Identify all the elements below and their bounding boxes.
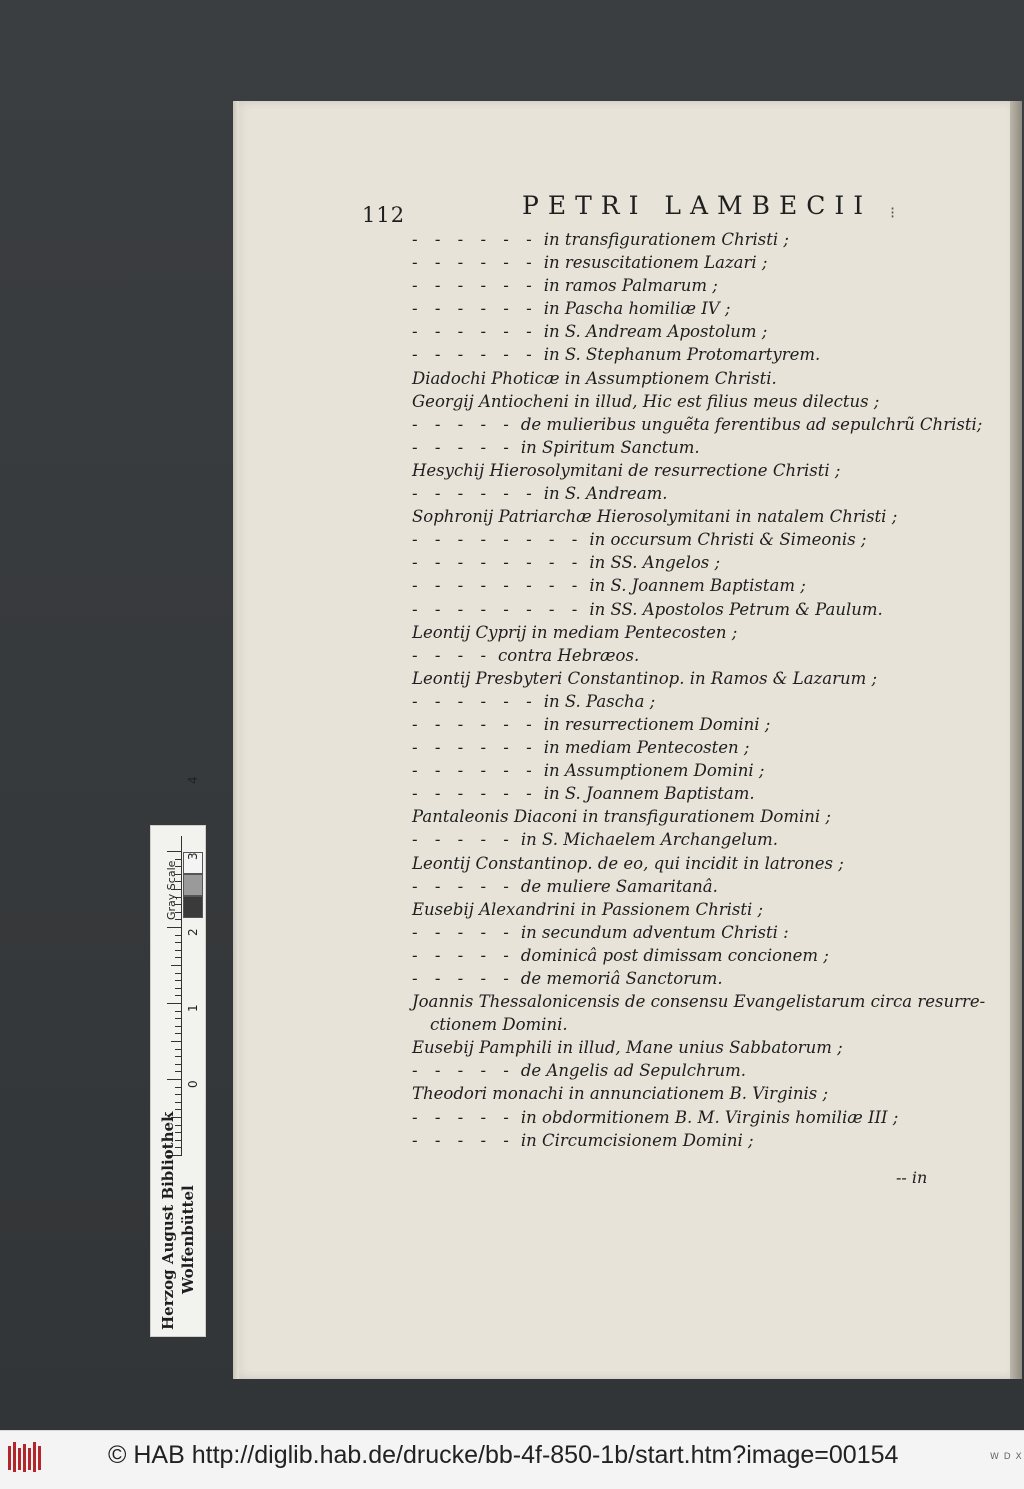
printer-mark: ⁝ [890, 203, 896, 222]
text-line [412, 297, 972, 320]
line-text: in transfigurationem Christi ; [543, 230, 789, 249]
text-line [412, 875, 972, 898]
ditto-dashes: - - - - - [412, 876, 515, 896]
text-line [412, 482, 972, 505]
text-line [412, 574, 972, 597]
text-line [412, 667, 972, 690]
ditto-dashes: - - - - - [412, 414, 515, 434]
line-text: ctionem Domini. [430, 1015, 568, 1035]
line-text: Eusebij Alexandrini in Passionem Christi ; [412, 899, 764, 919]
line-text: in mediam Pentecosten ; [543, 738, 750, 758]
ruler-tick [167, 1079, 181, 1080]
ditto-dashes: - - - - - - - - [412, 576, 584, 596]
ruler-tick [175, 1056, 181, 1057]
text-line [412, 852, 972, 875]
library-label-line2: Wolfenbüttel [179, 1185, 197, 1294]
text-line [412, 505, 972, 528]
ruler-tick [175, 1026, 181, 1027]
index-text-block [412, 228, 986, 1152]
text-line [412, 436, 972, 459]
ditto-dashes: - - - - [412, 645, 493, 665]
line-text: de mulieribus unguẽta ferentibus ad sepulchrũ Christi; [520, 414, 983, 434]
ditto-dashes: - - - - - - [412, 299, 538, 319]
footer-mark: W D X [990, 1452, 1023, 1462]
ruler-tick [175, 935, 181, 936]
ruler-tick [175, 1102, 181, 1103]
text-line [412, 736, 972, 759]
line-text: in SS. Angelos ; [589, 553, 721, 573]
text-line [412, 898, 972, 921]
ditto-dashes: - - - - - - [412, 738, 538, 758]
line-text: in resuscitationem Lazari ; [543, 253, 768, 273]
ruler-tick [167, 851, 181, 852]
ditto-dashes: - - - - - - [412, 345, 538, 365]
line-text: in obdormitionem B. M. Virginis homiliæ III ; [520, 1107, 899, 1127]
line-text: Georgij Antiocheni in illud, Hic est filius meus dilectus ; [412, 391, 880, 411]
text-line [412, 921, 972, 944]
line-text: Hesychij Hierosolymitani de resurrectione Christi ; [412, 460, 841, 480]
text-line [412, 1106, 972, 1129]
ruler-tick [175, 1109, 181, 1110]
text-line [412, 690, 972, 713]
ditto-dashes: - - - - - - - - [412, 553, 584, 573]
line-text: in S. Joannem Baptistam. [543, 784, 755, 804]
ruler-tick [171, 965, 181, 966]
page-number: 112 [362, 203, 406, 227]
line-text: Theodori monachi in annunciationem B. Virginis ; [412, 1084, 829, 1104]
ditto-dashes: - - - - - [412, 830, 515, 850]
ditto-dashes: - - - - - - [412, 714, 538, 734]
ruler-tick [175, 859, 181, 860]
line-text: Sophronij Patriarchæ Hierosolymitani in natalem Christi ; [412, 507, 898, 527]
text-line [412, 1129, 972, 1152]
line-text: Diadochi Photicæ in Assumptionem Christi. [412, 368, 777, 388]
text-line [412, 1059, 972, 1082]
line-text: Leontij Cyprij in mediam Pentecosten ; [412, 622, 738, 642]
ditto-dashes: - - - - - [412, 945, 515, 965]
ruler-tick [175, 1011, 181, 1012]
ruler-tick [171, 1041, 181, 1042]
line-text: in resurrectionem Domini ; [543, 714, 771, 734]
line-text: de muliere Samaritanâ. [520, 876, 718, 896]
text-line [412, 828, 972, 851]
line-text: Leontij Presbyteri Constantinop. in Ramos & Lazarum ; [412, 668, 878, 688]
ditto-dashes: - - - - - - [412, 761, 538, 781]
text-line [412, 367, 972, 390]
ruler-tick [175, 1087, 181, 1088]
text-line [412, 251, 972, 274]
line-text: Eusebij Pamphili in illud, Mane unius Sabbatorum ; [412, 1038, 843, 1058]
line-text: in occursum Christi & Simeonis ; [589, 530, 867, 550]
ruler-number: 2 [186, 928, 200, 936]
catchword: -- in [896, 1168, 928, 1187]
line-text: de Angelis ad Sepulchrum. [520, 1061, 747, 1081]
ruler-tick [175, 1064, 181, 1065]
ruler-tick [175, 957, 181, 958]
ditto-dashes: - - - - - - [412, 691, 538, 711]
ruler-tick [175, 988, 181, 989]
ditto-dashes: - - - - - - - - [412, 599, 584, 619]
text-line [412, 274, 972, 297]
text-line [412, 782, 972, 805]
text-line [412, 320, 972, 343]
line-text: in S. Andream. [543, 484, 668, 504]
gray-swatch-mid [183, 874, 203, 896]
footer-copyright-url[interactable]: © HAB http://diglib.hab.de/drucke/bb-4f-850-1b/start.htm?image=00154 [108, 1441, 899, 1469]
ruler-number: 3 [186, 852, 200, 860]
ditto-dashes: - - - - - [412, 1061, 515, 1081]
text-line [412, 228, 972, 251]
ditto-dashes: - - - - - [412, 1130, 515, 1150]
line-text: in ramos Palmarum ; [543, 276, 718, 296]
text-line [412, 967, 972, 990]
ditto-dashes: - - - - - [412, 922, 515, 942]
ditto-dashes: - - - - - - [412, 230, 538, 249]
ditto-dashes: - - - - - - [412, 484, 538, 504]
ditto-dashes: - - - - - [412, 969, 515, 988]
ditto-dashes: - - - - - [412, 437, 515, 457]
ruler-tick [175, 1071, 181, 1072]
ditto-dashes: - - - - - - [412, 276, 538, 296]
text-line [412, 1036, 972, 1059]
text-line [412, 459, 972, 482]
line-text: in S. Stephanum Protomartyrem. [543, 345, 821, 365]
ruler-tick [175, 973, 181, 974]
ditto-dashes: - - - - - - [412, 322, 538, 342]
line-text: Joannis Thessalonicensis de consensu Evangelistarum circa resurre- [412, 992, 986, 1012]
text-line [412, 621, 972, 644]
ruler-number: 0 [186, 1080, 200, 1088]
ruler-tick [175, 942, 181, 943]
text-line [412, 805, 972, 828]
ruler-tick [175, 980, 181, 981]
text-line [412, 990, 986, 1013]
ruler-tick [175, 1018, 181, 1019]
line-text: in S. Pascha ; [543, 691, 656, 711]
ruler-tick [167, 1003, 181, 1004]
line-text: in Assumptionem Domini ; [543, 761, 765, 781]
ditto-dashes: - - - - - - [412, 784, 538, 804]
ruler-tick [175, 1049, 181, 1050]
gray-swatch-dark [183, 896, 203, 918]
ruler-tick [175, 1033, 181, 1034]
running-head: PETRI LAMBECII [522, 191, 873, 220]
line-text: Leontij Constantinop. de eo, qui incidit in latrones ; [412, 853, 844, 873]
library-label-line1: Herzog August Bibliothek [159, 1111, 177, 1330]
text-line [412, 343, 972, 366]
text-line [412, 713, 972, 736]
text-line [412, 598, 972, 621]
ditto-dashes: - - - - - - [412, 253, 538, 273]
text-line [412, 413, 983, 436]
ditto-dashes: - - - - - [412, 1107, 515, 1127]
line-text: in Pascha homiliæ IV ; [543, 299, 731, 319]
line-text: in Spiritum Sanctum. [520, 437, 700, 457]
line-text: dominicâ post dimissam concionem ; [520, 945, 829, 965]
ruler-tick [175, 995, 181, 996]
line-text: Pantaleonis Diaconi in transfigurationem Domini ; [412, 807, 831, 827]
ruler-tick [167, 927, 181, 928]
text-line [412, 759, 972, 782]
line-text: in SS. Apostolos Petrum & Paulum. [589, 599, 883, 619]
ruler-tick [175, 950, 181, 951]
page-fore-edge [1010, 101, 1022, 1379]
line-text: de memoriâ Sanctorum. [520, 969, 723, 988]
ditto-dashes: - - - - - - - - [412, 530, 584, 550]
library-label [158, 1112, 198, 1330]
text-line [412, 528, 972, 551]
line-text: in S. Joannem Baptistam ; [589, 576, 806, 596]
line-text: in secundum adventum Christi : [520, 922, 789, 942]
text-line [412, 551, 972, 574]
ruler-number: 1 [186, 1004, 200, 1012]
text-line [412, 644, 972, 667]
text-line [412, 1013, 972, 1036]
text-line [412, 944, 972, 967]
hab-logo-icon [6, 1440, 46, 1476]
text-line [412, 1082, 972, 1105]
line-text: in Circumcisionem Domini ; [520, 1130, 754, 1150]
line-text: in S. Andream Apostolum ; [543, 322, 768, 342]
gray-scale-label: Gray Scale [165, 860, 178, 920]
line-text: in S. Michaelem Archangelum. [520, 830, 779, 850]
line-text: contra Hebræos. [498, 645, 640, 665]
ruler-tick [175, 1094, 181, 1095]
text-line [412, 390, 972, 413]
page-gutter [233, 101, 239, 1379]
ruler-number: 4 [186, 776, 200, 784]
